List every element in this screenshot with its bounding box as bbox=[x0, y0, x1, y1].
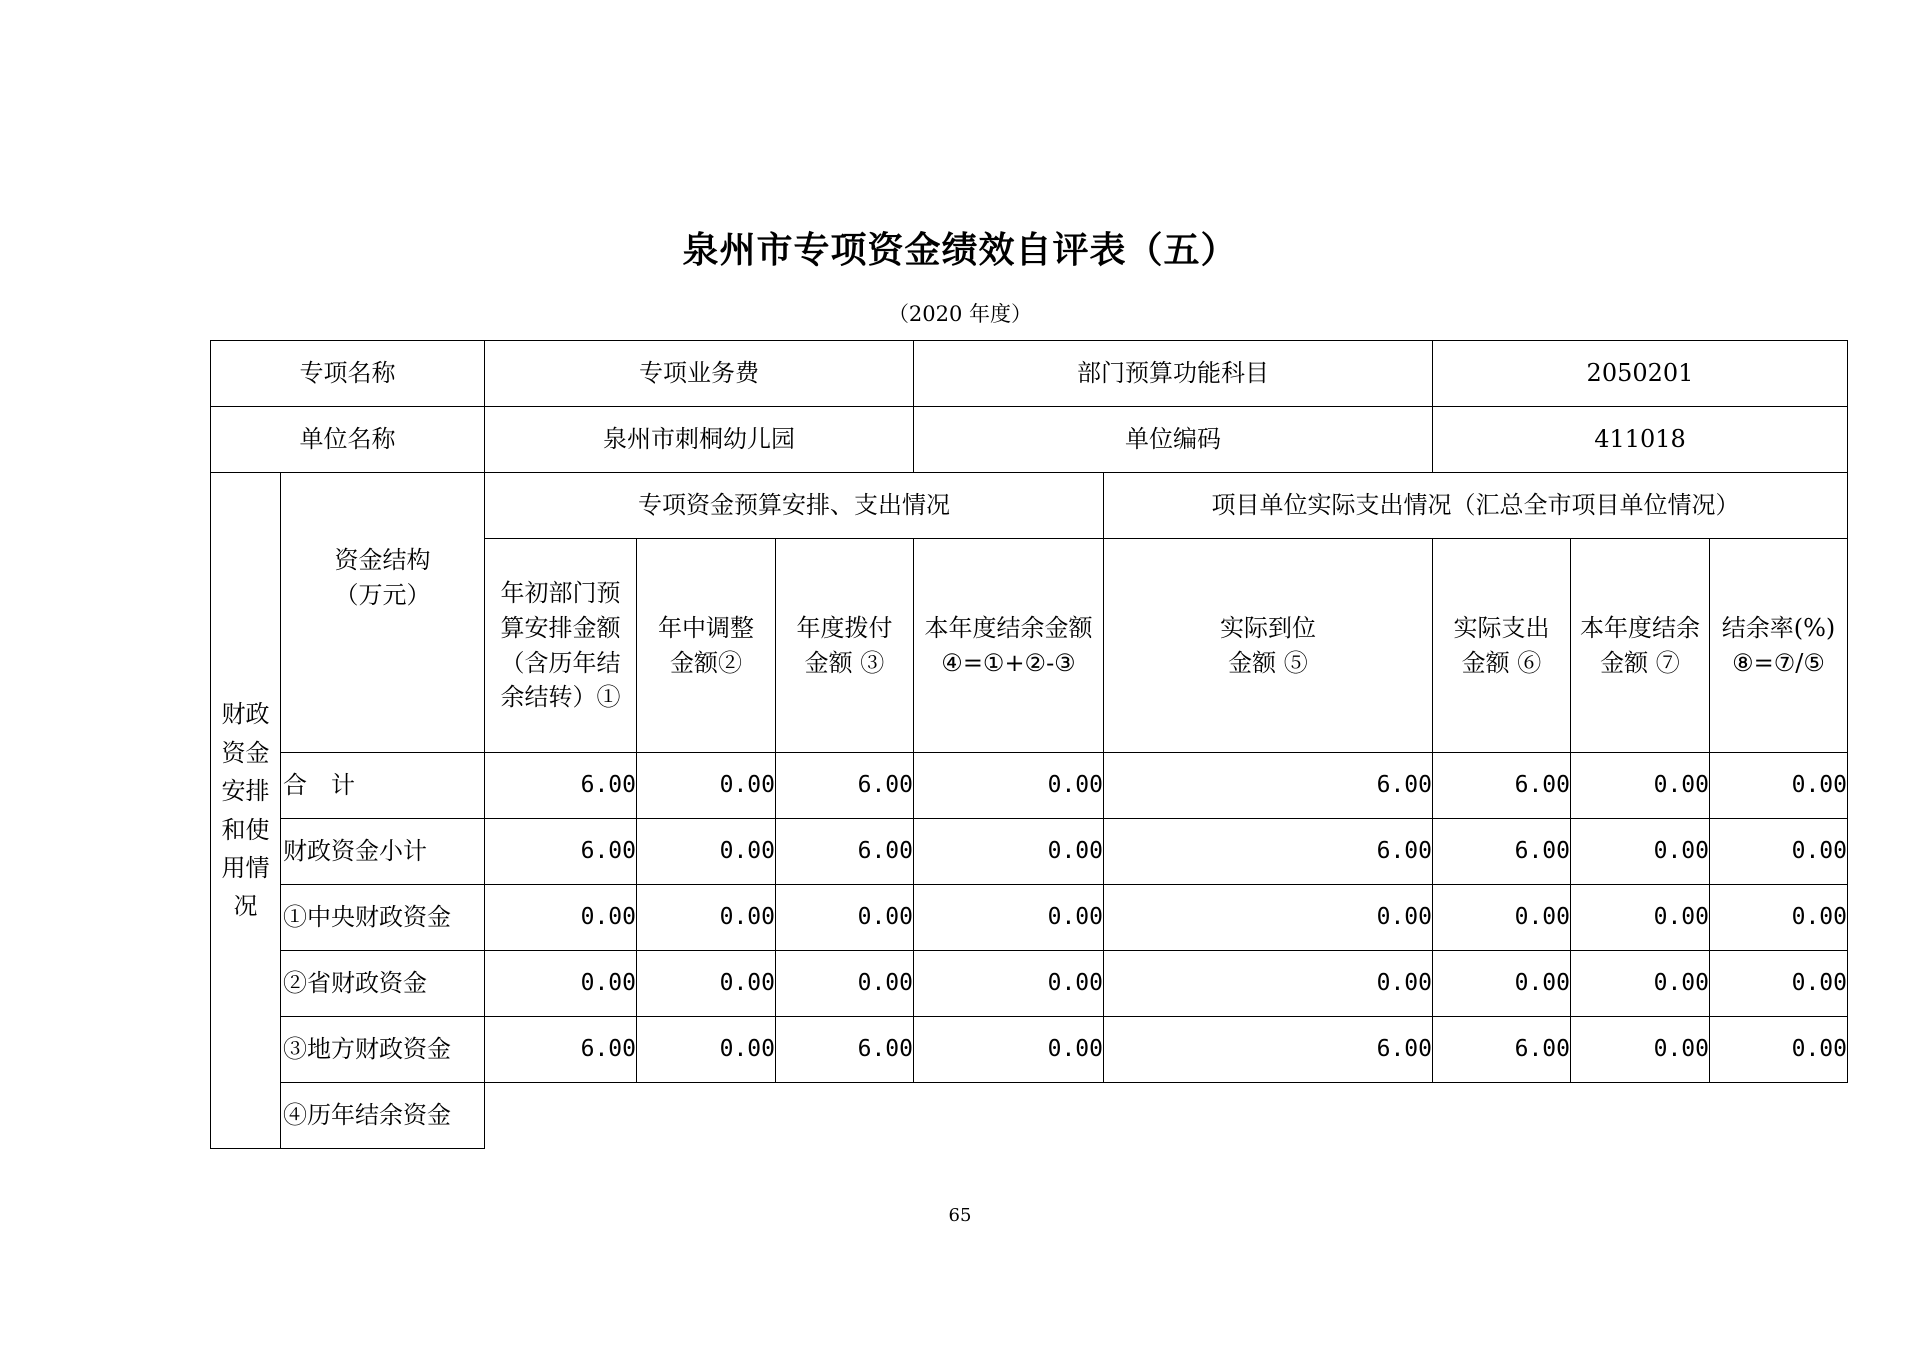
side-label: 财政 资金 安排 和使 用情 况 bbox=[211, 473, 281, 1149]
cell-value: 0.00 bbox=[914, 1017, 1104, 1083]
table-row bbox=[211, 885, 1848, 951]
cell-value: 0.00 bbox=[1710, 951, 1848, 1017]
cell-value: 6.00 bbox=[1433, 753, 1571, 819]
unit-name-value: 泉州市刺桐幼儿园 bbox=[485, 407, 914, 473]
cell-value: 0.00 bbox=[1571, 819, 1710, 885]
cell-value: 0.00 bbox=[1104, 951, 1433, 1017]
table-row bbox=[211, 753, 1848, 819]
cell-value: 6.00 bbox=[485, 819, 637, 885]
cell-value: 0.00 bbox=[776, 885, 914, 951]
cell-value: 0.00 bbox=[914, 819, 1104, 885]
fund-structure-label: 资金结构 （万元） bbox=[281, 473, 485, 753]
page-title: 泉州市专项资金绩效自评表（五） bbox=[682, 230, 1238, 271]
page-subtitle: （2020 年度） bbox=[887, 302, 1033, 326]
col-header-annual-balance: 本年度结余金额 ④=①+②-③ bbox=[914, 539, 1104, 753]
cell-value: 0.00 bbox=[637, 885, 776, 951]
col-header-initial-budget: 年初部门预 算安排金额 （含历年结 余结转）① bbox=[485, 539, 637, 753]
unit-code-label: 单位编码 bbox=[914, 407, 1433, 473]
cell-value: 0.00 bbox=[1710, 753, 1848, 819]
cell-value: 0.00 bbox=[1433, 951, 1571, 1017]
project-name-value: 专项业务费 bbox=[485, 341, 914, 407]
project-name-label: 专项名称 bbox=[211, 341, 485, 407]
cell-value: 0.00 bbox=[914, 753, 1104, 819]
col-header-midyear-adjust: 年中调整 金额② bbox=[637, 539, 776, 753]
table-row bbox=[211, 1017, 1848, 1083]
cell-value: 0.00 bbox=[485, 951, 637, 1017]
table-row bbox=[211, 1083, 1848, 1149]
col-header-actual-balance: 本年度结余 金额 ⑦ bbox=[1571, 539, 1710, 753]
budget-subject-value: 2050201 bbox=[1433, 341, 1848, 407]
cell-value: 6.00 bbox=[485, 1017, 637, 1083]
cell-value: 6.00 bbox=[1433, 1017, 1571, 1083]
col-header-actual-spent: 实际支出 金额 ⑥ bbox=[1433, 539, 1571, 753]
cell-value: 0.00 bbox=[776, 951, 914, 1017]
cell-value: 6.00 bbox=[1433, 819, 1571, 885]
cell-value: 0.00 bbox=[637, 753, 776, 819]
cell-value: 0.00 bbox=[637, 819, 776, 885]
cell-value: 6.00 bbox=[776, 819, 914, 885]
row-label: 合 计 bbox=[281, 753, 485, 819]
info-row-project bbox=[211, 341, 1848, 407]
group-budget-header: 专项资金预算安排、支出情况 bbox=[485, 473, 1104, 539]
cell-value: 0.00 bbox=[1571, 951, 1710, 1017]
cell-value: 0.00 bbox=[1710, 819, 1848, 885]
cell-value: 0.00 bbox=[1571, 753, 1710, 819]
col-header-annual-allocation: 年度拨付 金额 ③ bbox=[776, 539, 914, 753]
cell-value: 0.00 bbox=[485, 885, 637, 951]
cell-value: 0.00 bbox=[1571, 885, 1710, 951]
cell-value: 0.00 bbox=[637, 951, 776, 1017]
page-number: 65 bbox=[948, 1205, 972, 1226]
unit-code-value: 411018 bbox=[1433, 407, 1848, 473]
info-row-unit bbox=[211, 407, 1848, 473]
col-header-balance-rate: 结余率(%) ⑧=⑦/⑤ bbox=[1710, 539, 1848, 753]
cell-value: 6.00 bbox=[1104, 753, 1433, 819]
cell-value: 0.00 bbox=[1710, 1017, 1848, 1083]
group-header-row bbox=[211, 473, 1848, 539]
cell-value: 6.00 bbox=[1104, 1017, 1433, 1083]
cell-value: 6.00 bbox=[1104, 819, 1433, 885]
cell-value: 0.00 bbox=[1710, 885, 1848, 951]
cell-value: 6.00 bbox=[776, 1017, 914, 1083]
performance-evaluation-table bbox=[210, 340, 1848, 1149]
row-label: ④历年结余资金 bbox=[281, 1083, 485, 1149]
col-header-actual-received: 实际到位 金额 ⑤ bbox=[1104, 539, 1433, 753]
cell-value: 0.00 bbox=[914, 951, 1104, 1017]
row-label: ③地方财政资金 bbox=[281, 1017, 485, 1083]
unit-name-label: 单位名称 bbox=[211, 407, 485, 473]
group-actual-header: 项目单位实际支出情况（汇总全市项目单位情况） bbox=[1104, 473, 1848, 539]
cell-value: 0.00 bbox=[637, 1017, 776, 1083]
row-label: 财政资金小计 bbox=[281, 819, 485, 885]
row-label: ①中央财政资金 bbox=[281, 885, 485, 951]
table-row bbox=[211, 819, 1848, 885]
cell-value: 0.00 bbox=[1104, 885, 1433, 951]
empty-area bbox=[485, 1083, 1848, 1149]
cell-value: 6.00 bbox=[776, 753, 914, 819]
cell-value: 0.00 bbox=[914, 885, 1104, 951]
cell-value: 0.00 bbox=[1571, 1017, 1710, 1083]
cell-value: 6.00 bbox=[485, 753, 637, 819]
table-row bbox=[211, 951, 1848, 1017]
cell-value: 0.00 bbox=[1433, 885, 1571, 951]
row-label: ②省财政资金 bbox=[281, 951, 485, 1017]
budget-subject-label: 部门预算功能科目 bbox=[914, 341, 1433, 407]
